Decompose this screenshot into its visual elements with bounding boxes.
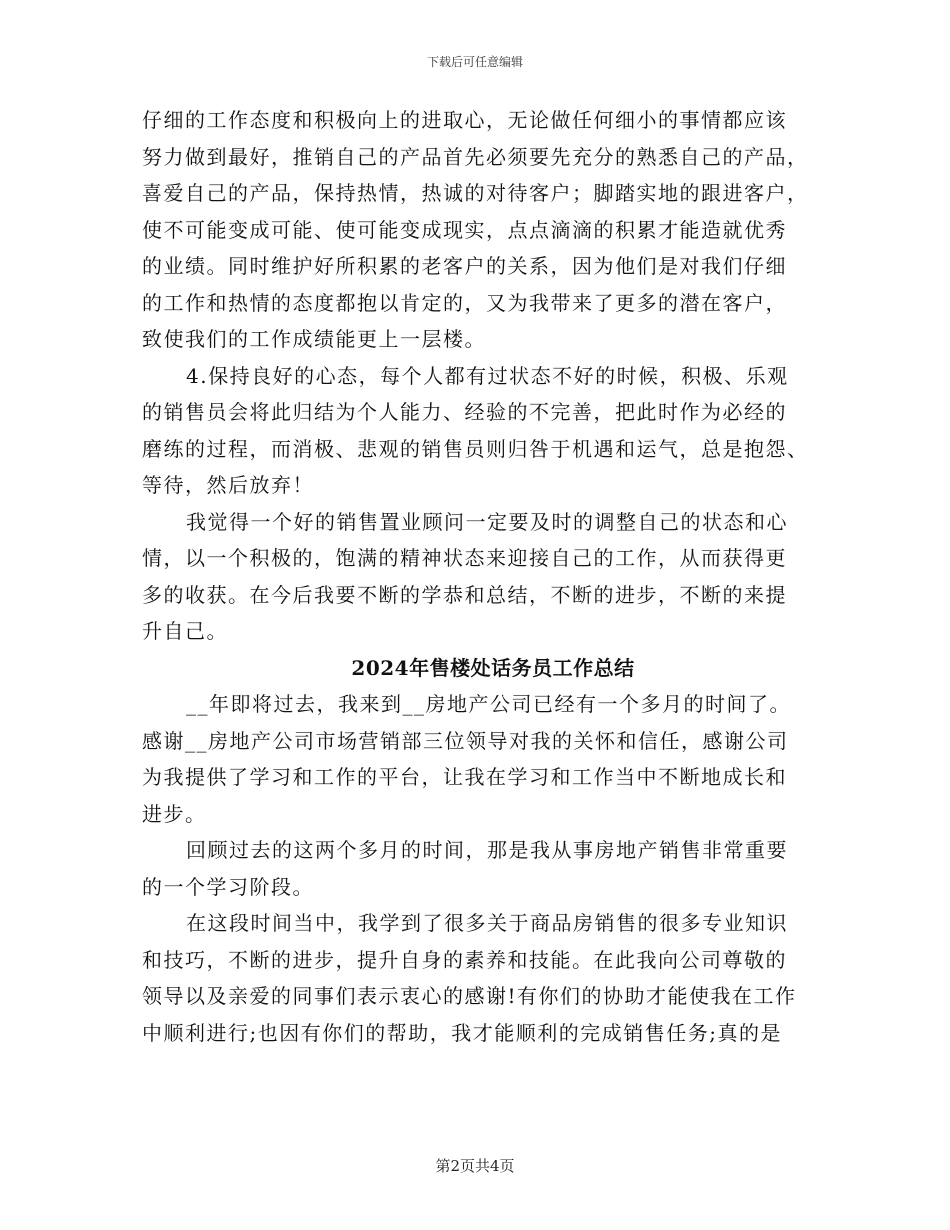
text-line: 我觉得一个好的销售置业顾问一定要及时的调整自己的状态和心 [186,509,788,534]
text-line: 的业绩。同时维护好所积累的老客户的关系，因为他们是对我们仔细 [142,254,787,278]
text-line: 领导以及亲爱的同事们表示衷心的感谢!有你们的协助才能使我在工作 [142,984,797,1008]
text-line: 磨练的过程，而消极、悲观的销售员则归咎于机遇和运气，总是抱怨、 [142,436,809,461]
paragraph [142,102,814,358]
text-line: 的工作和热情的态度都抱以肯定的，又为我带来了更多的潜在客户， [142,290,787,315]
page-header: 下载后可任意编辑 [426,55,523,69]
text-line: 等待，然后放弃！ [142,473,314,497]
paragraph [142,905,814,1051]
text-line: 升自己。 [142,619,228,643]
text-line: 努力做到最好，推销自己的产品首先必须要先充分的熟悉自己的产品， [142,144,809,169]
text-line: 多的收获。在今后我要不断的学恭和总结，不断的进步，不断的来提 [142,582,787,607]
text-line: 的销售员会将此归结为个人能力、经验的不完善，把此时作为必经的 [142,400,787,424]
text-line: 的一个学习阶段。 [142,874,314,899]
text-line: __年即将过去，我来到__房地产公司已经有一个多月的时间了。 [186,692,791,716]
text-line: 和技巧，不断的进步，提升自身的素养和技能。在此我向公司尊敬的 [142,947,787,972]
text-line: 使不可能变成可能、使可能变成现实，点点滴滴的积累才能造就优秀 [142,217,787,242]
text-line: 情，以一个积极的，饱满的精神状态来迎接自己的工作，从而获得更 [142,546,787,570]
paragraph [142,686,814,832]
paragraph [142,832,814,905]
text-line: 为我提供了学习和工作的平台，让我在学习和工作当中不断地成长和 [142,765,787,789]
text-line: 致使我们的工作成绩能更上一层楼。 [142,327,486,351]
text-line: 在这段时间当中，我学到了很多关于商品房销售的很多专业知识 [186,911,788,935]
paragraph [142,358,814,504]
text-line: 回顾过去的这两个多月的时间，那是我从事房地产销售非常重要 [186,838,788,862]
text-line: 4.保持良好的心态，每个人都有过状态不好的时候，积极、乐观 [186,363,789,388]
text-line: 进步。 [142,801,207,826]
text-line: 感谢__房地产公司市场营销部三位领导对我的关怀和信任，感谢公司 [142,728,789,753]
text-line: 仔细的工作态度和积极向上的进取心，无论做任何细小的事情都应该 [142,108,787,132]
text-line: 喜爱自己的产品，保持热情，热诚的对待客户；脚踏实地的跟进客户， [142,181,809,205]
text-line: 中顺利进行;也因有你们的帮助，我才能顺利的完成销售任务;真的是 [142,1020,782,1045]
document-body [142,102,814,1051]
page-footer: 第2页共4页 [435,1157,515,1175]
paragraph [142,504,814,650]
section-title: 2024年售楼处话务员工作总结 [351,655,635,680]
